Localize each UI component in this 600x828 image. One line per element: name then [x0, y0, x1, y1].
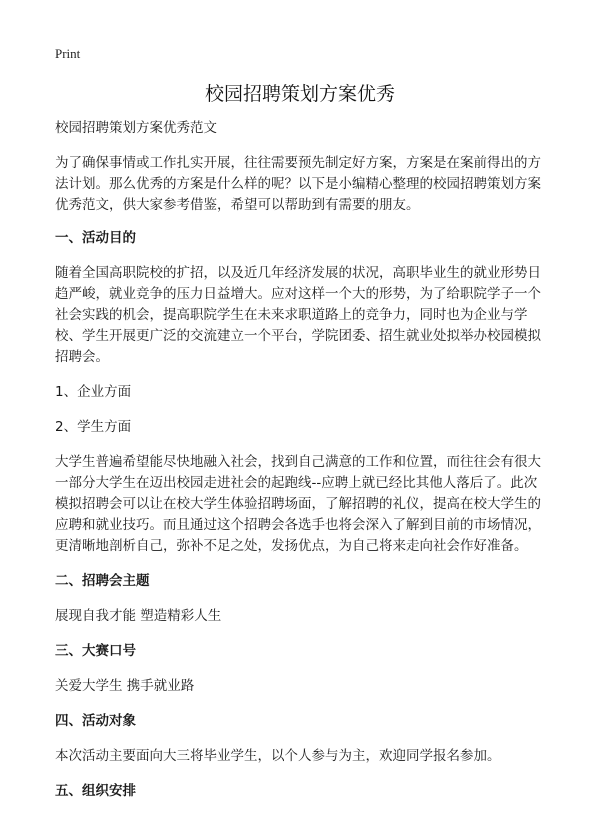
- purpose-paragraph: 随着全国高职院校的扩招，以及近几年经济发展的状况，高职毕业生的就业形势日趋严峻，就业竞争的压力日益增大。应对这样一个大的形势，为了给职院学子一个社会实践的机会，提高职院学生在未来求职道路上的竞争力，同时也为企业与学校、学生开展更广泛的交流建立一个平台，学院团委、招生就业处拟举办校园模拟招聘会。: [55, 265, 541, 365]
- audience-text: 本次活动主要面向大三将毕业学生，以个人参与为主，欢迎同学报名参加。: [55, 748, 501, 764]
- page-title: 校园招聘策划方案优秀: [204, 83, 395, 105]
- section-heading-theme: 二、招聘会主题: [55, 573, 150, 589]
- section-heading-audience: 四、活动对象: [55, 713, 136, 729]
- section-heading-slogan: 三、大赛口号: [55, 643, 136, 659]
- article-body: [55, 118, 550, 816]
- section-heading-purpose: 一、活动目的: [55, 230, 136, 246]
- purpose-item-student: 2、学生方面: [55, 419, 132, 435]
- intro-paragraph: 为了确保事情或工作扎实开展，往往需要预先制定好方案，方案是在案前得出的方法计划。那么优秀的方案是什么样的呢？以下是小编精心整理的校园招聘策划方案优秀范文，供大家参考借鉴，希望可以帮助到有需要的朋友。: [55, 155, 541, 213]
- section-heading-organization: 五、组织安排: [55, 783, 136, 799]
- slogan-text: 关爱大学生 携手就业路: [55, 678, 195, 694]
- theme-text: 展现自我才能 塑造精彩人生: [55, 608, 222, 624]
- purpose-item-enterprise: 1、企业方面: [55, 384, 132, 400]
- article-subtitle: 校园招聘策划方案优秀范文: [55, 120, 217, 136]
- purpose-paragraph-students: 大学生普遍希望能尽快地融入社会，找到自己满意的工作和位置，而往往会有很大一部分大学生在迈出校园走进社会的起跑线--应聘上就已经比其他人落后了。此次模拟招聘会可以让在校大学生体验招聘场面，了解招聘的礼仪，提高在校大学生的应聘和就业技巧。而且通过这个招聘会各选手也将会深入了解到目前的市场情况，更清晰地剖析自己，弥补不足之处，发扬优点，为自己将来走向社会作好准备。: [55, 454, 541, 554]
- print-link[interactable]: Print: [55, 46, 81, 61]
